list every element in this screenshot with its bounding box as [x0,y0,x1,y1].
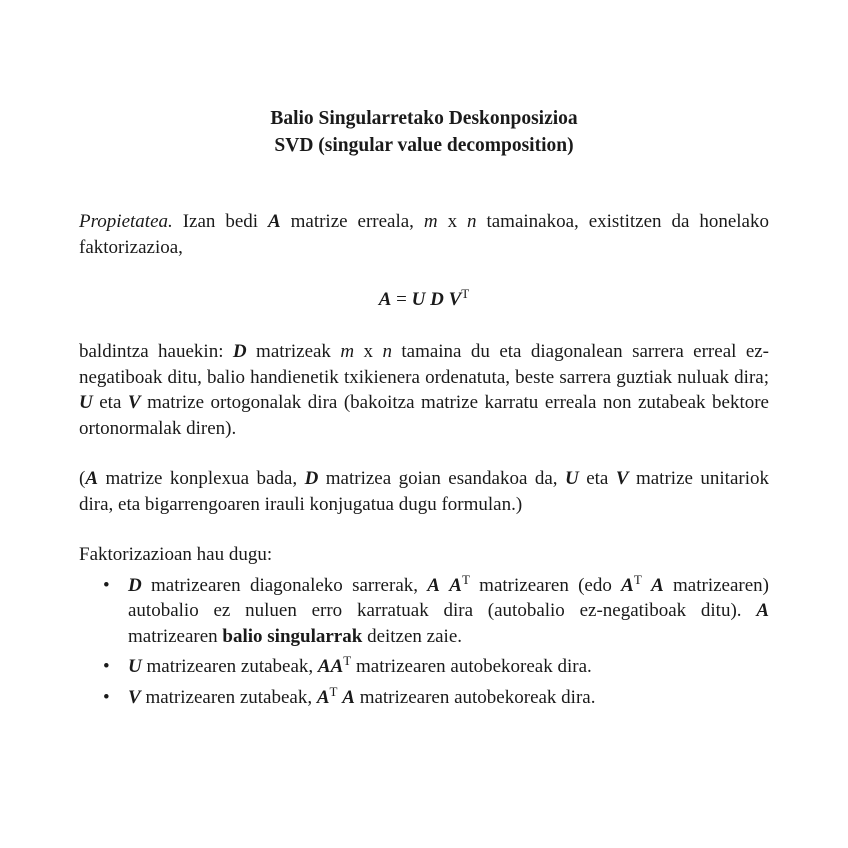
matrix-A: A [621,574,634,596]
svd-formula [79,287,769,312]
conditions-text-3: tamaina du eta diagonalean sarrera erreal ez-negatiboak ditu, balio handienetik txikienera ordenatuta, beste sarrera guztiak nuluak dira; [79,341,770,388]
matrix-V: V [128,686,141,708]
var-n: n [382,341,392,362]
matrix-U: U [79,392,93,413]
list-item [103,683,769,711]
var-n: n [467,211,477,232]
matrix-D: D [128,574,142,596]
matrix-A: A [449,574,462,596]
matrix-A: A [316,686,330,708]
property-text-3: tamainakoa, existitzen da honelako faktorizazioa, [79,211,769,258]
property-paragraph [79,209,769,260]
bullet-icon: • [103,686,110,708]
property-label: Propietatea. [79,211,173,232]
complex-text-4: matrize unitariok dira, eta bigarrengoaren irauli konjugatua dugu formulan.) [79,468,769,515]
times-x: x [354,341,383,362]
factorization-list [79,573,769,711]
matrix-U: U [128,656,142,677]
item3-text-1: matrizearen zutabeak, [140,686,317,708]
matrix-V: V [615,468,629,489]
transpose-sup: T [461,571,470,587]
title-line-1: Balio Singularretako Deskonposizioa [270,108,578,129]
item3-text-2: matrizearen autobekoreak dira. [354,686,596,708]
conditions-text-5: matrize ortogonalak dira (bakoitza matrize karratu erreala non zutabeak bektore ortonormalak diren). [79,392,769,439]
matrix-A: A [317,656,331,677]
formula-A: A [378,289,392,310]
item1-text-3: matrizearen) autobalio ez nuluen erro karratuak dira (autobalio ez-negatiboak ditu). [128,574,770,621]
matrix-D: D [232,341,247,362]
item1-text-4: matrizearen [128,625,223,647]
title-line-2: SVD (singular value decomposition) [274,135,574,156]
matrix-U: U [565,468,579,489]
item1-text-2: matrizearen (edo [469,574,622,596]
formula-D: D [430,289,444,310]
singular-values-term: balio singularrak [222,625,363,647]
formula-transpose: T [461,286,470,301]
times-x: x [437,211,468,232]
property-text-1: Izan bedi [172,211,268,232]
complex-paragraph [79,466,769,517]
item2-text-2: matrizearen autobekoreak dira. [351,656,592,677]
var-m: m [423,211,438,232]
var-m: m [340,341,355,362]
document-title [79,105,769,159]
complex-text-1: matrize konplexua bada, [98,468,305,489]
bullet-icon: • [103,656,110,677]
complex-text-2: matrizea goian esandakoa da, [318,468,566,489]
matrix-A: A [85,468,99,489]
matrix-A: A [342,686,355,708]
transpose-sup: T [329,683,338,699]
formula-equals: = [391,289,412,310]
matrix-A: A [330,656,344,677]
matrix-D: D [304,468,319,489]
matrix-A: A [267,211,281,232]
matrix-A: A [427,574,440,596]
matrix-A: A [756,600,769,621]
matrix-V: V [127,392,141,413]
factorization-intro: Faktorizazioan hau dugu: [79,544,273,565]
matrix-A: A [651,574,664,596]
formula-U: U [411,289,426,310]
conditions-text-4: eta [92,392,128,413]
item2-text-1: matrizearen zutabeak, [141,656,318,677]
item1-text-5: deitzen zaie. [362,625,462,647]
property-text-2: matrize erreala, [280,211,424,232]
open-paren: ( [79,468,86,489]
conditions-text-2: matrizeak [246,341,341,362]
transpose-sup: T [633,571,642,587]
bullet-icon: • [103,574,110,596]
conditions-text-1: baldintza hauekin: [79,341,233,362]
complex-text-3: eta [578,468,616,489]
list-item [103,571,770,650]
item1-text-1: matrizearen diagonaleko sarrerak, [141,574,428,596]
list-item [103,653,769,680]
formula-V: V [448,289,462,310]
document-page [79,105,769,710]
transpose-sup: T [343,653,352,668]
conditions-paragraph [79,339,769,441]
